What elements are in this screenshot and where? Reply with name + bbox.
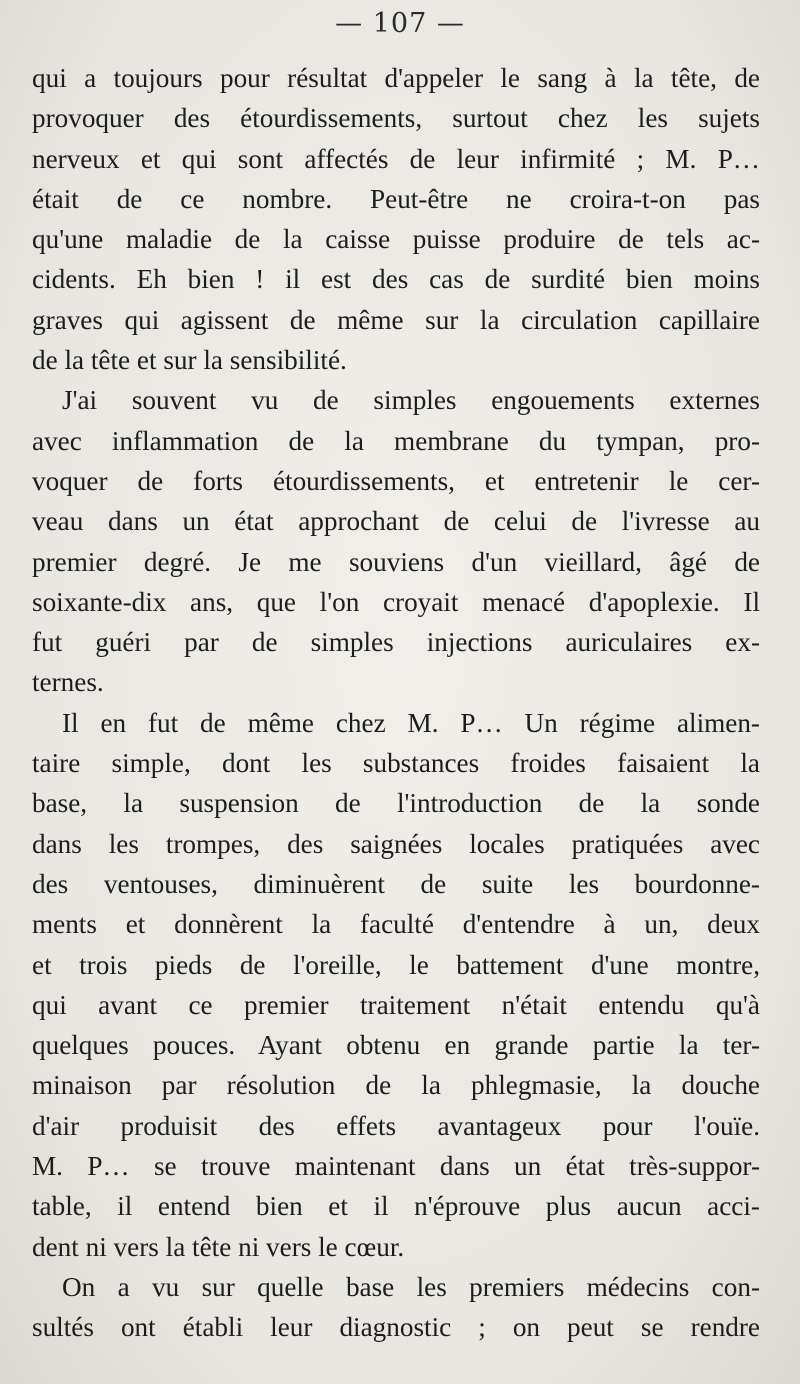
text-line: et trois pieds de l'oreille, le battement d'une montre, — [32, 949, 760, 980]
text-line: fut guéri par de simples injections auriculaires ex- — [32, 627, 760, 658]
text-line: quelques pouces. Ayant obtenu en grande partie la ter- — [32, 1030, 760, 1061]
text-line: avec inflammation de la membrane du tympan, pro- — [32, 425, 760, 456]
text-line: minaison par résolution de la phlegmasie, la douche — [32, 1070, 760, 1101]
text-line: dent ni vers la tête ni vers le cœur. — [32, 1231, 405, 1262]
text-line: nerveux et qui sont affectés de leur infirmité ; M. P… — [32, 143, 760, 174]
text-line: base, la suspension de l'introduction de la sonde — [32, 788, 760, 819]
text-line: cidents. Eh bien ! il est des cas de surdité bien moins — [32, 264, 760, 295]
text-line: qui avant ce premier traitement n'était entendu qu'à — [32, 989, 760, 1020]
text-line: veau dans un état approchant de celui de l'ivresse au — [32, 506, 760, 537]
text-line: ments et donnèrent la faculté d'entendre à un, deux — [32, 909, 760, 940]
paragraph-3 — [32, 703, 760, 1267]
text-line: soixante-dix ans, que l'on croyait menacé d'apoplexie. Il — [32, 586, 760, 617]
text-line: graves qui agissent de même sur la circulation capillaire — [32, 304, 760, 335]
paragraph-4 — [32, 1267, 760, 1348]
text-line: Il en fut de même chez M. P… Un régime alimen- — [62, 707, 760, 738]
text-line: sultés ont établi leur diagnostic ; on peut se rendre — [32, 1312, 760, 1343]
text-line: M. P… se trouve maintenant dans un état très-suppor- — [32, 1151, 760, 1182]
text-line: des ventouses, diminuèrent de suite les bourdonne- — [32, 868, 760, 899]
text-line: ternes. — [32, 667, 104, 698]
text-line: était de ce nombre. Peut-être ne croira-t-on pas — [32, 183, 760, 214]
text-line: provoquer des étourdissements, surtout chez les sujets — [32, 103, 760, 134]
text-line: table, il entend bien et il n'éprouve plus aucun acci- — [32, 1191, 760, 1222]
text-line: qu'une maladie de la caisse puisse produire de tels ac- — [32, 224, 760, 255]
text-line: premier degré. Je me souviens d'un vieillard, âgé de — [32, 546, 760, 577]
body-text — [32, 58, 760, 1348]
text-line: dans les trompes, des saignées locales pratiquées avec — [32, 828, 760, 859]
text-line: On a vu sur quelle base les premiers médecins con- — [62, 1271, 760, 1302]
page-number: — 107 — — [335, 8, 465, 39]
text-line: qui a toujours pour résultat d'appeler le sang à la tête, de — [32, 63, 760, 93]
text-line: de la tête et sur la sensibilité. — [32, 345, 347, 376]
paragraph-2 — [32, 380, 760, 702]
text-line: J'ai souvent vu de simples engouements externes — [62, 385, 760, 416]
paragraph-1 — [32, 58, 760, 380]
text-line: d'air produisit des effets avantageux pour l'ouïe. — [32, 1110, 760, 1141]
text-line: voquer de forts étourdissements, et entretenir le cer- — [32, 465, 760, 496]
text-line: taire simple, dont les substances froides faisaient la — [32, 748, 760, 779]
